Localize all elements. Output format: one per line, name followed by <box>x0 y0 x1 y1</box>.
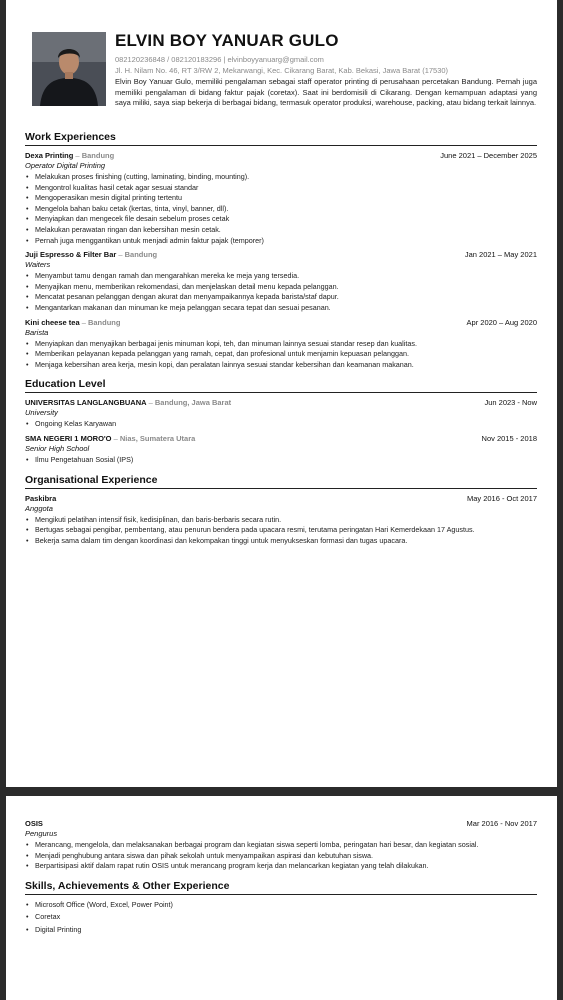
entry-location: Bandung <box>87 317 121 327</box>
entry-organization: Juji Espresso & Filter Bar <box>25 250 117 260</box>
entry-organization: Kini cheese tea <box>25 317 80 327</box>
entry-organization: UNIVERSITAS LANGLANGBUANA <box>25 398 147 408</box>
entry-title <box>25 317 120 328</box>
bullet-item: • Menyambut tamu dengan ramah dan mengarahkan mereka ke meja yang tersedia. <box>25 271 537 282</box>
section-title-skills: Skills, Achievements & Other Experience <box>25 880 537 895</box>
bullet-item: • Ongoing Kelas Karyawan <box>25 419 537 430</box>
skills-list <box>25 899 537 936</box>
organisation-list-continued <box>25 818 537 872</box>
entry-title <box>25 433 195 444</box>
entry-role: University <box>25 408 58 418</box>
entry-title <box>25 249 157 260</box>
entry-organization: Dexa Printing <box>25 151 74 160</box>
section-title-education: Education Level <box>25 378 537 393</box>
entry-date: Apr 2020 – Aug 2020 <box>466 317 537 327</box>
bullet-item: • Berpartisipasi aktif dalam rapat rutin OSIS untuk merancang program kerja dan melancarkan kegiatan yang telah dilakukan. <box>25 861 537 872</box>
entry-header <box>25 150 537 161</box>
entry-bullets <box>25 840 537 872</box>
entry-date: June 2021 – December 2025 <box>440 151 537 160</box>
entry-separator: – <box>73 151 82 160</box>
entry-title <box>25 397 231 408</box>
entry <box>25 249 537 313</box>
entry-title <box>25 493 56 504</box>
entry-location: Bandung, Jawa Barat <box>154 398 232 408</box>
entry-location: Nias, Sumatera Utara <box>119 433 196 443</box>
bullet-item: • Mengoperasikan mesin digital printing tertentu <box>25 193 537 204</box>
organisation-list <box>25 493 537 547</box>
work-experience-list <box>25 150 537 370</box>
bullet-item: • Bekerja sama dalam tim dengan koordinasi dan kekompakan tinggi untuk menyukseskan formasi dan tugas upacara. <box>25 536 537 547</box>
entry-separator: – <box>146 398 155 408</box>
address: Jl. H. Nilam No. 46, RT 3/RW 2, Mekarwangi, Kec. Cikarang Barat, Kab. Bekasi, Jawa Barat (17530) <box>115 66 449 75</box>
entry-location: Bandung <box>124 250 158 260</box>
entry-organization: Paskibra <box>25 493 57 503</box>
entry-date: Mar 2016 - Nov 2017 <box>466 819 537 828</box>
entry-bullets <box>25 419 537 430</box>
entry-separator: – <box>116 250 125 260</box>
resume-page-2 <box>6 796 557 1000</box>
entry-bullets <box>25 172 537 246</box>
bullet-item: • Menyajikan menu, memberikan rekomendasi, dan menjelaskan detail menu kepada pelanggan. <box>25 282 537 293</box>
education-list <box>25 397 537 465</box>
bullet-item: • Bertugas sebagai pengibar, pembentang, atau penurun bendera pada upacara resmi, terutama peringatan Hari Kemerdekaan 17 Agustus. <box>25 525 537 536</box>
bullet-item: • Mengelola bahan baku cetak (kertas, tinta, vinyl, banner, dll). <box>25 204 537 215</box>
entry-role: Barista <box>25 327 49 337</box>
bullet-item: • Menyiapkan dan mengecek file desain sebelum proses cetak <box>25 214 537 225</box>
bullet-item: • Melakukan proses finishing (cutting, laminating, binding, mounting). <box>25 172 537 183</box>
profile-photo <box>32 32 106 106</box>
resume-page-1 <box>6 0 557 787</box>
entry-date: May 2016 - Oct 2017 <box>466 493 537 503</box>
entry-bullets <box>25 455 537 466</box>
entry-organization: OSIS <box>25 819 43 828</box>
entry-bullets <box>25 339 537 371</box>
bullet-item: • Menjadi penghubung antara siswa dan pihak sekolah untuk menyampaikan aspirasi dan kebutuhan siswa. <box>25 851 537 862</box>
entry-role: Operator Digital Printing <box>25 161 106 170</box>
bullet-item: • Melakukan perawatan ringan dan kebersihan mesin cetak. <box>25 225 537 236</box>
entry-header <box>25 818 537 829</box>
entry-title <box>25 818 43 829</box>
entry-header <box>25 397 537 408</box>
entry-location: Bandung <box>81 151 115 160</box>
bullet-item: • Mengantarkan makanan dan minuman ke meja pelanggan secara tepat dan sesuai pesanan. <box>25 303 537 314</box>
entry-role: Senior High School <box>25 443 90 453</box>
entry-role: Anggota <box>25 503 53 513</box>
bullet-item: • Mencatat pesanan pelanggan dengan akurat dan menyampaikannya kepada barista/staf dapur. <box>25 292 537 303</box>
bullet-item: • Merancang, mengelola, dan melaksanakan berbagai program dan kegiatan siswa seperti lomba, peringatan hari besar, dan kegiatan sosial. <box>25 840 537 851</box>
entry-organization: SMA NEGERI 1 MORO'O <box>25 433 112 443</box>
skill-item: • Coretax <box>25 911 537 923</box>
contact-info: 082120236848 / 082120183296 | elvinboyyanuarg@gmail.com <box>115 55 324 64</box>
section-title-work: Work Experiences <box>25 131 537 146</box>
bullet-item: • Ilmu Pengetahuan Sosial (IPS) <box>25 455 537 466</box>
full-name: ELVIN BOY YANUAR GULO <box>115 31 339 50</box>
entry-separator: – <box>111 433 120 443</box>
entry-role: Pengurus <box>25 829 58 838</box>
skill-item: • Microsoft Office (Word, Excel, Power Point) <box>25 899 537 911</box>
skill-item: • Digital Printing <box>25 924 537 936</box>
header-text <box>115 31 537 109</box>
entry <box>25 493 537 547</box>
entry <box>25 433 537 466</box>
entry <box>25 818 537 872</box>
entry-bullets <box>25 515 537 547</box>
resume-header <box>25 0 537 115</box>
entry-header <box>25 493 537 504</box>
bullet-item: • Mengikuti pelatihan intensif fisik, kedisiplinan, dan baris-berbaris secara rutin. <box>25 515 537 526</box>
bullet-item: • Menyiapkan dan menyajikan berbagai jenis minuman kopi, teh, dan minuman lainnya sesuai standar resep dan kualitas. <box>25 339 537 350</box>
entry-separator: – <box>79 317 88 327</box>
entry-role: Waiters <box>25 260 51 270</box>
profile-summary: Elvin Boy Yanuar Gulo, memiliki pengalaman sebagai staff operator printing di perusahaan percetakan Bandung. Pernah juga memiliki pengalaman di bidang faktur pajak (coretax). Saat ini berdomisili di Cikarang. Dengan kemampuan adaptasi yang saya miliki, saya siap bekerja di berbagai bidang, termasuk operator produksi, warehouse, packing, atau bidang terkait lainnya. <box>115 77 537 107</box>
entry-header <box>25 317 537 328</box>
section-title-organisation: Organisational Experience <box>25 474 537 489</box>
entry-date: Nov 2015 - 2018 <box>481 433 537 443</box>
entry-date: Jun 2023 - Now <box>484 398 537 408</box>
entry-date: Jan 2021 – May 2021 <box>464 250 537 260</box>
entry <box>25 317 537 371</box>
entry <box>25 397 537 430</box>
entry <box>25 150 537 246</box>
bullet-item: • Pernah juga menggantikan untuk menjadi admin faktur pajak (temporer) <box>25 236 537 247</box>
entry-header <box>25 433 537 444</box>
bullet-item: • Mengontrol kualitas hasil cetak agar sesuai standar <box>25 183 537 194</box>
entry-bullets <box>25 271 537 313</box>
entry-title <box>25 150 114 161</box>
bullet-item: • Memberikan pelayanan kepada pelanggan yang ramah, cepat, dan profesional untuk menjamin kepuasan pelanggan. <box>25 349 537 360</box>
bullet-item: • Menjaga kebersihan area kerja, mesin kopi, dan peralatan lainnya sesuai standar kebersihan dan keamanan makanan. <box>25 360 537 371</box>
entry-header <box>25 249 537 260</box>
